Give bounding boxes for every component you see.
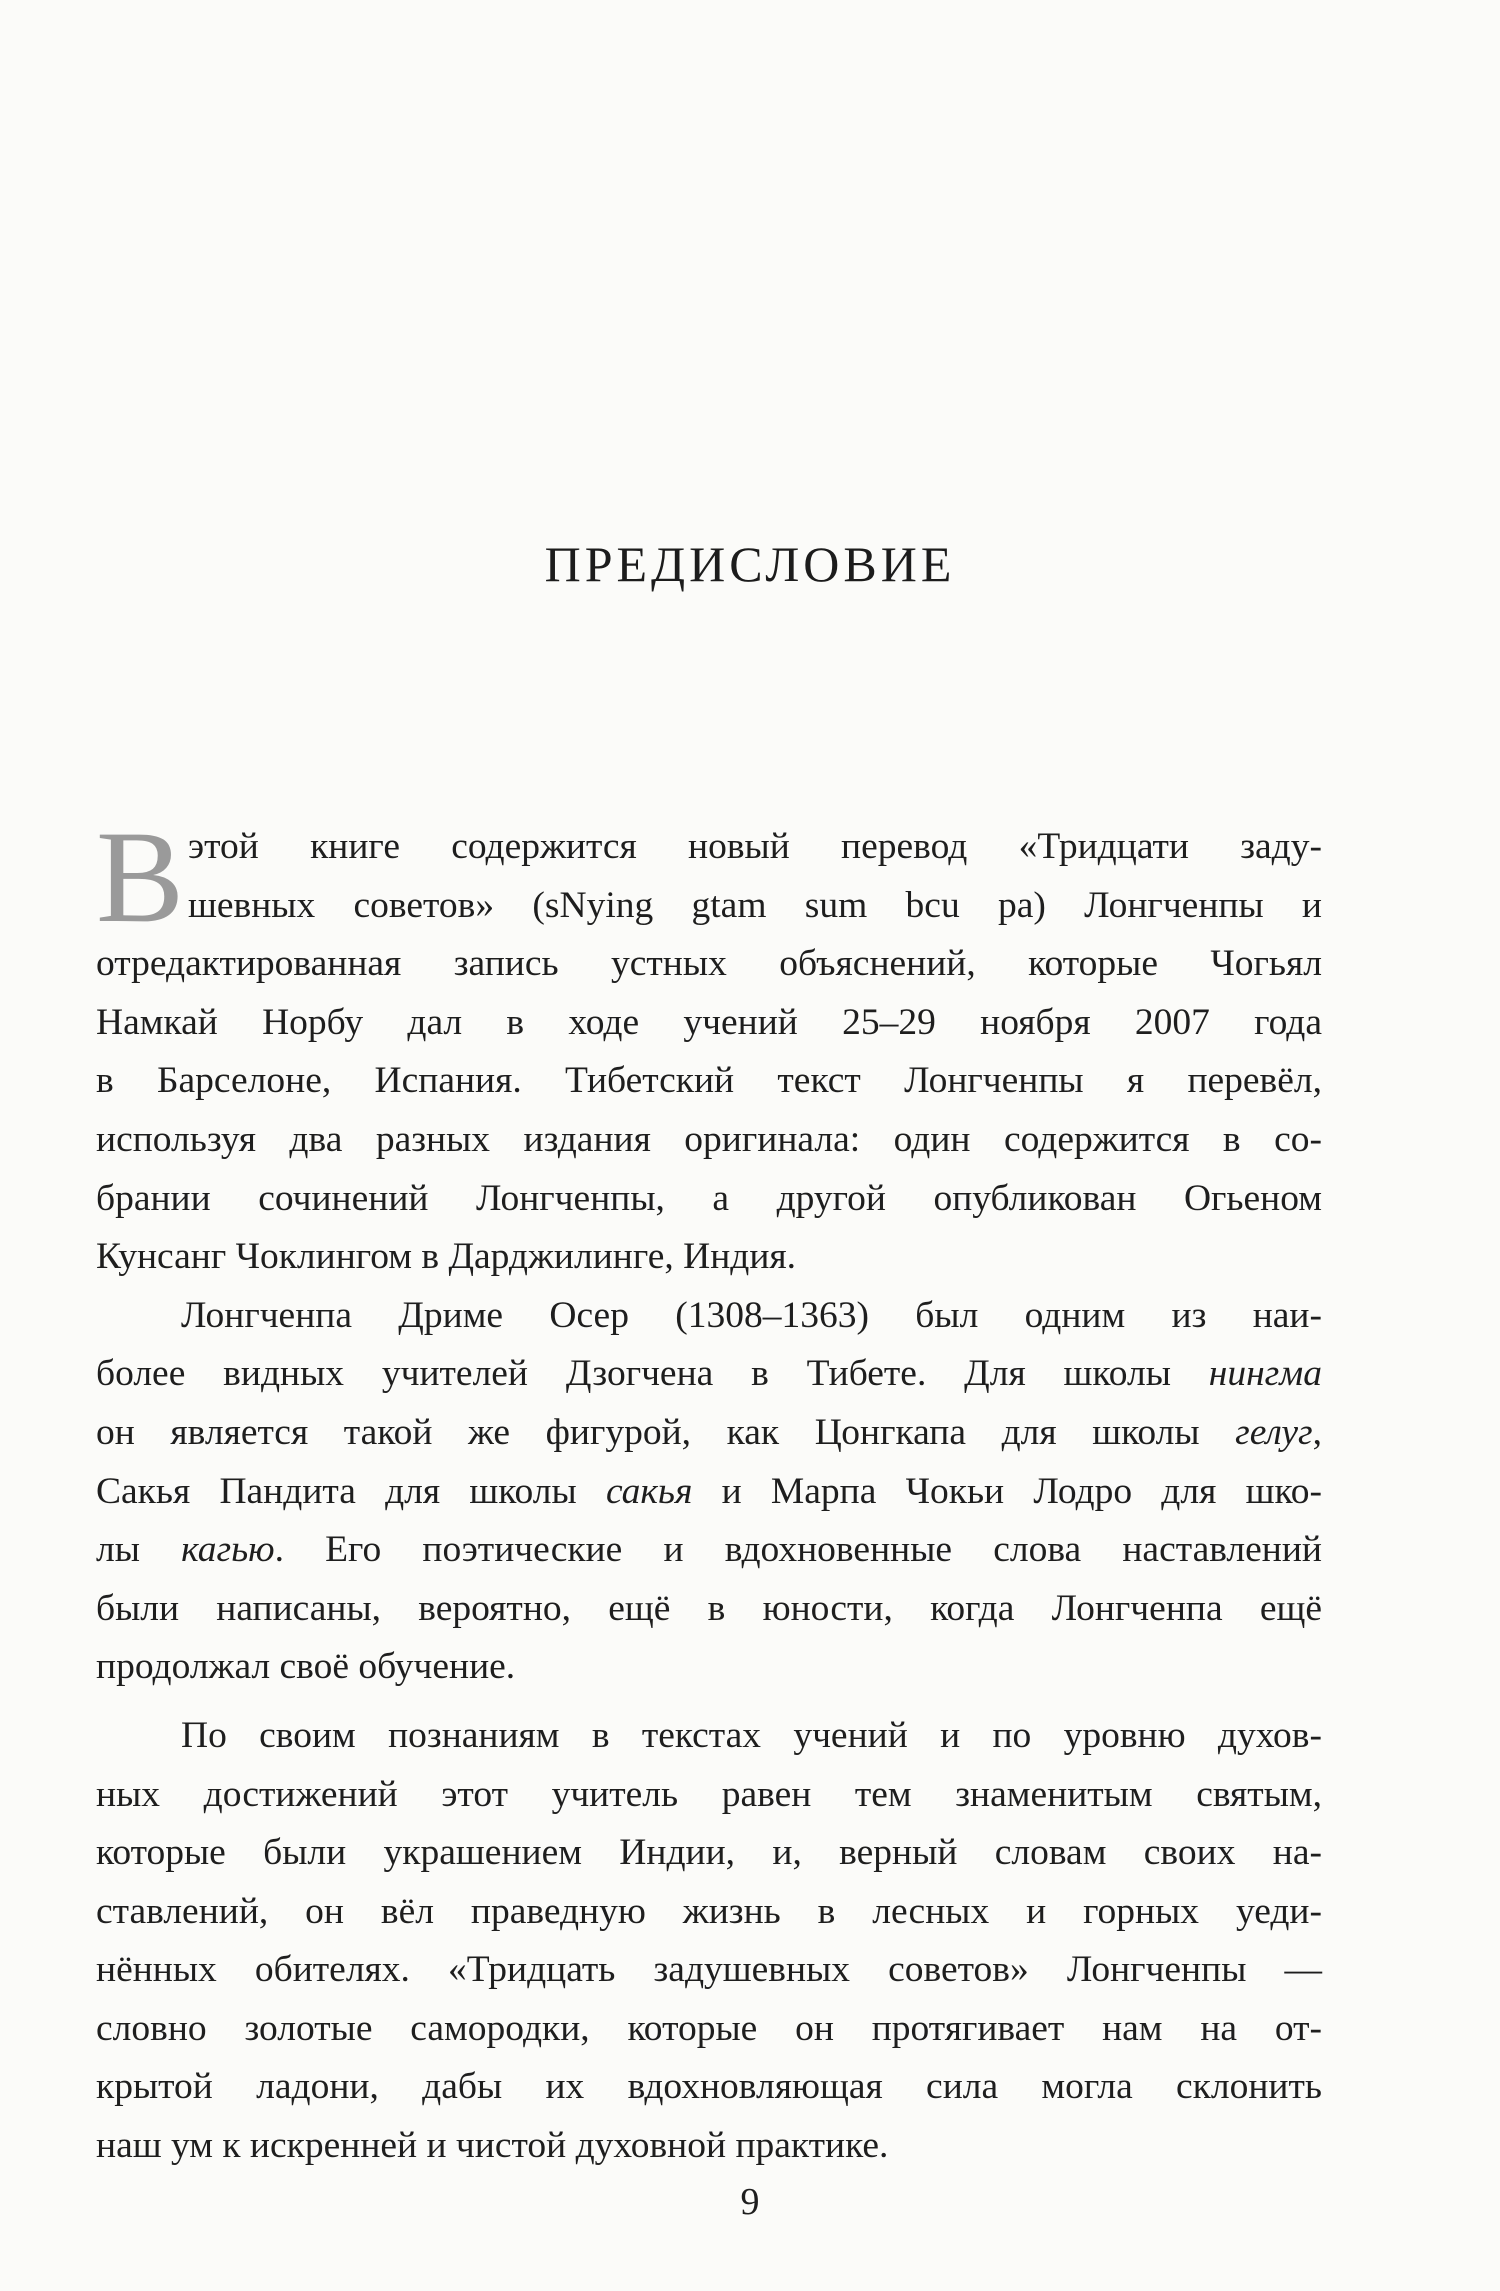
paragraph-3 xyxy=(96,1707,1322,2176)
text-segment: и Марпа Чокьи Лодро для шко- xyxy=(692,1470,1323,1512)
text-line: были написаны, вероятно, ещё в юности, когда Лонгченпа ещё xyxy=(96,1587,1322,1629)
text-line xyxy=(96,1463,1322,1522)
text-segment: , xyxy=(1312,1411,1322,1453)
text-line: словно золотые самородки, которые он протягивает нам на от- xyxy=(96,2007,1322,2049)
text-line: в Барселоне, Испания. Тибетский текст Лонгченпы я перевёл, xyxy=(96,1060,1322,1102)
text-line xyxy=(96,1345,1322,1404)
text-line: крытой ладони, дабы их вдохновляющая сила могла склонить xyxy=(96,2066,1322,2108)
text-line: шевных советов» (sNying gtam sum bcu pa) Лонгченпы и xyxy=(188,884,1322,926)
text-line: Лонгченпа Дриме Осер (1308–1363) был одним из наи- xyxy=(181,1294,1322,1336)
drop-cap: В xyxy=(96,803,185,950)
text-line: используя два разных издания оригинала: один содержится в со- xyxy=(96,1118,1322,1160)
text-line: ных достижений этот учитель равен тем знаменитым святым, xyxy=(96,1773,1322,1815)
text-line: наш ум к искренней и чистой духовной практике. xyxy=(96,2125,889,2167)
text-segment: он является такой же фигурой, как Цонгкапа для школы xyxy=(96,1411,1236,1453)
text-line xyxy=(96,1521,1322,1580)
paragraph-1 xyxy=(96,803,1322,1287)
italic-term-gelug: гелуг xyxy=(1235,1411,1313,1453)
chapter-title: ПРЕДИСЛОВИЕ xyxy=(544,536,956,592)
text-line: ставлений, он вёл праведную жизнь в лесных и горных уеди- xyxy=(96,1890,1322,1932)
italic-term-nyingma: нингма xyxy=(1208,1353,1322,1395)
body-text xyxy=(96,803,1323,2176)
text-segment: более видных учителей Дзогчена в Тибете. Для школы xyxy=(96,1353,1209,1395)
text-line: Намкай Норбу дал в ходе учений 25–29 ноября 2007 года xyxy=(96,1001,1322,1043)
text-line: которые были украшением Индии, и, верный словам своих на- xyxy=(96,1832,1322,1874)
text-line: брании сочинений Лонгченпы, а другой опубликован Огьеном xyxy=(96,1177,1322,1219)
text-line: Кунсанг Чоклингом в Дарджилинге, Индия. xyxy=(96,1236,797,1278)
text-segment: лы xyxy=(96,1529,182,1571)
page-number: 9 xyxy=(740,2181,760,2223)
paragraph-2 xyxy=(96,1287,1322,1697)
text-segment: Сакья Пандита для школы xyxy=(96,1470,606,1512)
text-line xyxy=(96,1404,1322,1463)
text-line: нённых обителях. «Тридцать задушевных советов» Лонгченпы — xyxy=(96,1949,1322,1991)
italic-term-sakya: сакья xyxy=(605,1470,693,1512)
text-line: По своим познаниям в текстах учений и по уровню духов- xyxy=(181,1714,1322,1756)
italic-term-kagyu: кагью xyxy=(181,1529,275,1571)
text-line: этой книге содержится новый перевод «Тридцати заду- xyxy=(188,826,1322,867)
text-line: продолжал своё обучение. xyxy=(96,1646,516,1688)
text-segment: . Его поэтические и вдохновенные слова наставлений xyxy=(274,1529,1322,1571)
text-line: отредактированная запись устных объяснений, которые Чогьял xyxy=(96,943,1322,985)
